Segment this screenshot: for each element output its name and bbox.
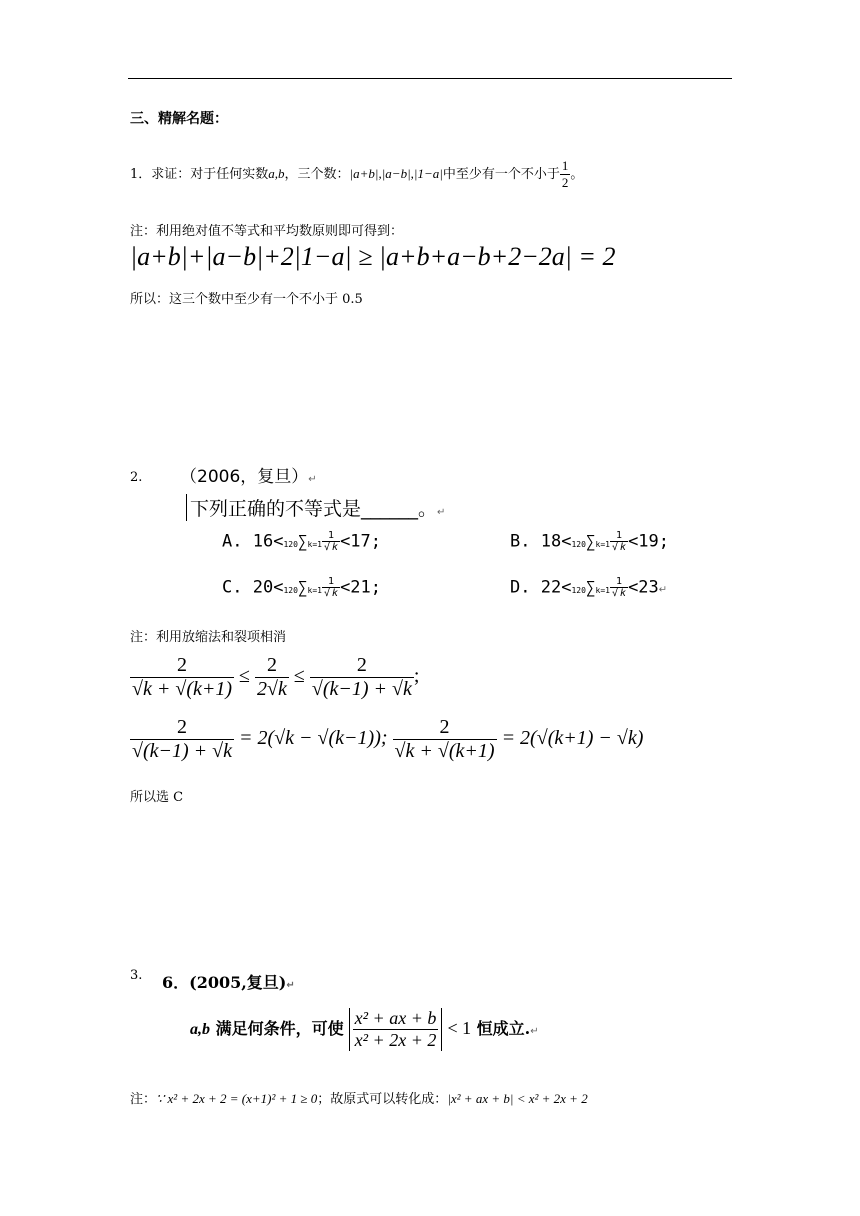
problem-1-mid: ，三个数： xyxy=(284,167,350,182)
fraction-numerator: 2 xyxy=(310,654,414,678)
option-a-high: <17; xyxy=(340,531,382,552)
problem-1-number: 1． xyxy=(130,167,152,182)
problem-3-ineq: < 1 xyxy=(447,1018,472,1038)
sum-top: 120 xyxy=(283,539,298,549)
problem-1-vars: a,b xyxy=(268,166,285,181)
option-a xyxy=(222,530,381,553)
sum-top: 120 xyxy=(571,539,586,549)
option-d-fraction: $\frac{1}{√ k}$ xyxy=(612,576,627,599)
option-c-fraction: $\frac{1}{√ k}$ xyxy=(324,576,339,599)
fraction-numerator: 1 xyxy=(561,158,569,173)
option-a-fraction: $\frac{1}{√ k}$ xyxy=(324,530,339,553)
fraction-numerator: 2 xyxy=(393,716,497,740)
problem-2-line-2 xyxy=(130,716,643,763)
problem-1-fraction xyxy=(560,158,571,191)
problem-2-source xyxy=(180,462,317,487)
return-mark: ↵ xyxy=(658,584,668,596)
problem-3-source xyxy=(162,970,295,993)
problem-3-cond-text: 满足何条件，可使 xyxy=(210,1019,344,1038)
problem-1-conclusion: 所以：这三个数中至少有一个不小于 0.5 xyxy=(130,292,363,307)
option-b-label: B. xyxy=(510,531,531,552)
result-2: = 2(√(k+1) − √k) xyxy=(501,727,644,750)
problem-1-formula: |a+b|+|a−b|+2|1−a| ≥ |a+b+a−b+2−2a| = 2 xyxy=(130,242,616,271)
problem-3-condition xyxy=(190,1008,539,1051)
problem-3-note-mid: ；故原式可以转化成： xyxy=(317,1092,448,1107)
fraction-2 xyxy=(255,654,289,701)
section-title: 三、精解名题： xyxy=(130,111,228,127)
problem-3-abs xyxy=(349,1008,443,1051)
return-mark: ↵ xyxy=(308,474,317,485)
problem-1-lead: 求证：对于任何实数 xyxy=(151,167,269,182)
header-rule xyxy=(128,78,732,79)
sum-symbol: 120∑k=1 xyxy=(283,531,322,551)
option-b xyxy=(510,530,669,553)
fraction-5 xyxy=(393,716,497,763)
problem-3-number: 3. xyxy=(130,968,143,983)
sum-top: 120 xyxy=(283,585,298,595)
problem-1-expr: |a+b|,|a−b|,|1−a| xyxy=(349,166,443,181)
option-d xyxy=(510,576,667,599)
problem-3-note-tail: |x² + ax + b| < x² + 2x + 2 xyxy=(447,1091,588,1106)
problem-2-note: 注：利用放缩法和裂项相消 xyxy=(130,630,287,645)
fraction-denominator: √(k−1) + √k xyxy=(132,740,233,762)
option-a-label: A. xyxy=(222,531,243,552)
fraction-denominator: √k + √(k+1) xyxy=(394,740,495,762)
sum-bottom: k=1 xyxy=(595,585,610,595)
fraction-numerator: 2 xyxy=(130,716,234,740)
return-mark: ↵ xyxy=(437,507,446,518)
option-d-high: <23 xyxy=(628,577,659,598)
problem-2-number: 2. xyxy=(130,470,143,485)
problem-3-source-text: 6．(2005,复旦) xyxy=(162,973,287,992)
fraction-4 xyxy=(130,716,234,763)
problem-3-fraction xyxy=(353,1008,439,1051)
option-c xyxy=(222,576,381,599)
problem-3-note-lead: 注： xyxy=(130,1092,157,1107)
problem-2-conclusion: 所以选 C xyxy=(130,790,184,805)
fraction-denominator: √k + √(k+1) xyxy=(132,678,233,700)
fraction-3 xyxy=(310,654,414,701)
option-a-low: 16< xyxy=(252,531,284,552)
option-b-high: <19; xyxy=(628,531,670,552)
fraction-denominator: 2√k xyxy=(257,678,287,700)
return-mark: ↵ xyxy=(530,1026,539,1037)
semicolon: ; xyxy=(413,665,420,688)
option-d-low: 22< xyxy=(540,577,572,598)
option-c-label: C. xyxy=(222,577,243,598)
problem-3-note xyxy=(130,1088,588,1107)
sum-bottom: k=1 xyxy=(595,539,610,549)
option-d-label: D. xyxy=(510,577,531,598)
problem-2-source-text: （2006，复旦） xyxy=(180,467,309,487)
problem-1-tail: 中至少有一个不小于 xyxy=(442,167,560,182)
sum-symbol: 120∑k=1 xyxy=(571,577,610,597)
fraction-numerator: 2 xyxy=(130,654,234,678)
problem-3-vars: a,b xyxy=(190,1021,210,1038)
problem-2-question-text: 下列正确的不等式是______。 xyxy=(190,498,438,520)
fraction-numerator: 2 xyxy=(255,654,289,678)
option-c-low: 20< xyxy=(252,577,284,598)
le-sign: ≤ xyxy=(293,665,305,688)
fraction-denominator: √(k−1) + √k xyxy=(311,678,412,700)
sum-symbol: 120∑k=1 xyxy=(283,577,322,597)
problem-1-note: 注：利用绝对值不等式和平均数原则即可得到： xyxy=(130,224,404,239)
option-b-low: 18< xyxy=(540,531,572,552)
sum-symbol: 120∑k=1 xyxy=(571,531,610,551)
problem-2-question xyxy=(186,494,445,521)
result-1: = 2(√k − √(k−1)); xyxy=(239,727,388,750)
problem-1-statement xyxy=(130,158,583,191)
fraction-denominator: x² + 2x + 2 xyxy=(354,1030,437,1050)
fraction-denominator: 2 xyxy=(561,175,569,190)
option-c-high: <21; xyxy=(340,577,382,598)
return-mark: ↵ xyxy=(286,980,295,991)
fraction-1 xyxy=(130,654,234,701)
option-b-fraction: $\frac{1}{√ k}$ xyxy=(612,530,627,553)
problem-3-note-expr: ∵ x² + 2x + 2 = (x+1)² + 1 ≥ 0 xyxy=(156,1091,318,1106)
problem-1-end: 。 xyxy=(570,167,584,182)
sum-bottom: k=1 xyxy=(307,585,322,595)
sum-bottom: k=1 xyxy=(307,539,322,549)
sum-top: 120 xyxy=(571,585,586,595)
le-sign: ≤ xyxy=(239,665,251,688)
problem-2-line-1 xyxy=(130,654,419,701)
problem-3-cond-end: 恒成立. xyxy=(471,1019,531,1038)
fraction-numerator: x² + ax + b xyxy=(354,1008,437,1028)
